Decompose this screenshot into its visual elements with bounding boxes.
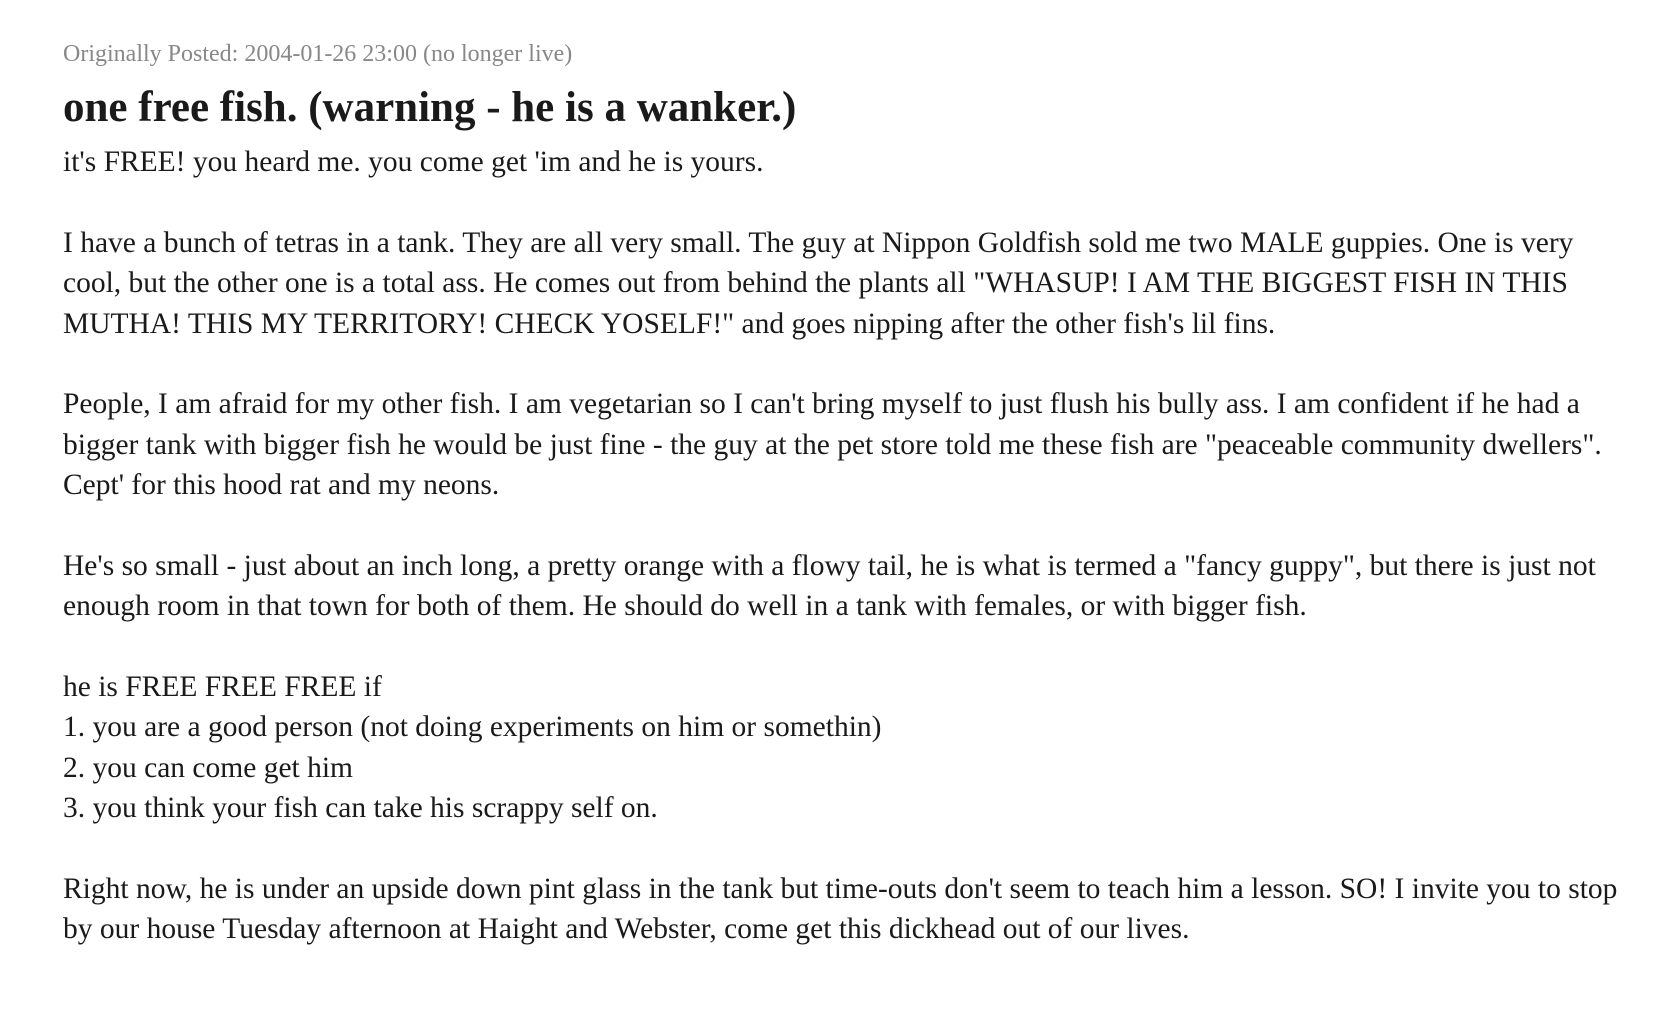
post-paragraph-3: People, I am afraid for my other fish. I am vegetarian so I can't bring myself to just flush his bully ass. I am confident if he had a bigger tank with bigger fish he would be just fine - the guy at the pet store told me these fish are "peaceable community dwellers". Cept' for this hood rat and my neons.: [63, 388, 1602, 501]
post-paragraph-2: I have a bunch of tetras in a tank. They are all very small. The guy at Nippon Goldfish sold me two MALE guppies. One is very cool, but the other one is a total ass. He comes out from behind the plants all "WHASUP! I AM THE BIGGEST FISH IN THIS MUTHA! THIS MY TERRITORY! CHECK YOSELF!" and goes nipping after the other fish's lil fins.: [63, 226, 1574, 340]
post-meta: Originally Posted: 2004-01-26 23:00 (no longer live): [63, 41, 573, 67]
post-paragraph-6: Right now, he is under an upside down pint glass in the tank but time-outs don't seem to teach him a lesson. SO! I invite you to stop by our house Tuesday afternoon at Haight and Webster, come get this dickhead out of our lives.: [63, 872, 1618, 945]
post-paragraph-1: it's FREE! you heard me. you come get 'im and he is yours.: [63, 146, 764, 178]
post-body: [63, 142, 1633, 950]
post-conditions-list: he is FREE FREE FREE if 1. you are a good person (not doing experiments on him or somethin) 2. you can come get him 3. you think your fish can take his scrappy self on.: [63, 670, 882, 824]
post-title: one free fish. (warning - he is a wanker.): [63, 84, 797, 131]
post-paragraph-4: He's so small - just about an inch long, a pretty orange with a flowy tail, he is what is termed a "fancy guppy", but there is just not enough room in that town for both of them. He should do well in a tank with females, or with bigger fish.: [63, 549, 1596, 622]
